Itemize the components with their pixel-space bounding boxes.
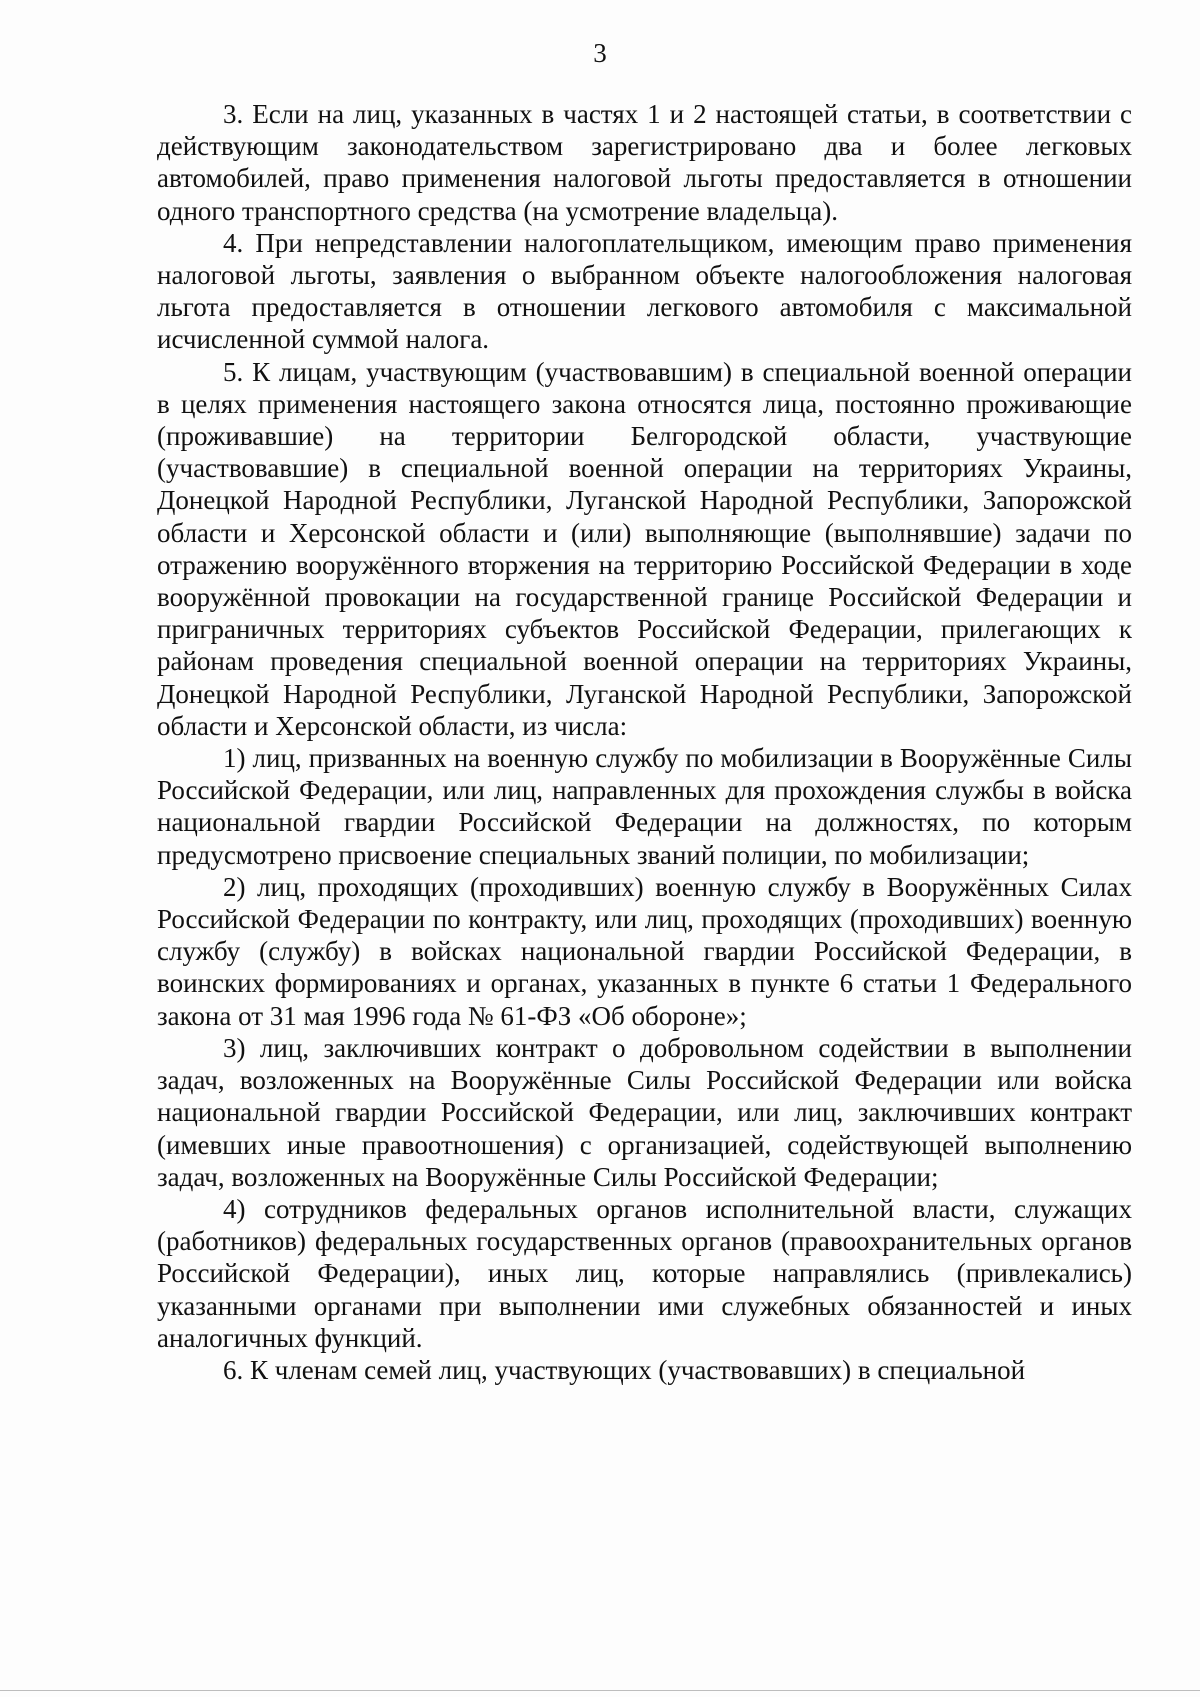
list-item-1: 1) лиц, призванных на военную службу по мобилизации в Вооружённые Силы Российской Федерации, или лиц, направленных для прохождения службы в войска национальной гвардии Российской Федерации на должностях, по которым предусмотрено присвоение специальных званий полиции, по мобилизации;	[157, 743, 1132, 870]
paragraph-5: 5. К лицам, участвующим (участвовавшим) в специальной военной операции в целях применения настоящего закона относятся лица, постоянно проживающие (проживавшие) на территории Белгородской области, участвующие (участвовавшие) в специальной военной операции на территориях Украины, Донецкой Народной Республики, Луганской Народной Республики, Запорожской области и Херсонской области и (или) выполняющие (выполнявшие) задачи по отражению вооружённого вторжения на территорию Российской Федерации в ходе вооружённой провокации на государственной границе Российской Федерации и приграничных территориях субъектов Российской Федерации, прилегающих к районам проведения специальной военной операции на территориях Украины, Донецкой Народной Республики, Луганской Народной Республики, Запорожской области и Херсонской области, из числа:	[157, 356, 1132, 741]
page-number: 3	[593, 38, 607, 68]
list-item-4: 4) сотрудников федеральных органов исполнительной власти, служащих (работников) федеральных государственных органов (правоохранительных органов Российской Федерации), иных лиц, которые направлялись (привлекались) указанными органами при выполнении ими служебных обязанностей и иных аналогичных функций.	[157, 1193, 1132, 1353]
paragraph-3: 3. Если на лиц, указанных в частях 1 и 2 настоящей статьи, в соответствии с действующим законодательством зарегистрировано два и более легковых автомобилей, право применения налоговой льготы предоставляется в отношении одного транспортного средства (на усмотрение владельца).	[157, 99, 1132, 226]
document-body	[157, 98, 1132, 1386]
paragraph-6: 6. К членам семей лиц, участвующих (участвовавших) в специальной	[223, 1354, 1026, 1385]
paragraph-4: 4. При непредставлении налогоплательщиком, имеющим право применения налоговой льготы, заявления о выбранном объекте налогообложения налоговая льгота предоставляется в отношении легкового автомобиля с максимальной исчисленной суммой налога.	[157, 227, 1132, 355]
list-item-2: 2) лиц, проходящих (проходивших) военную службу в Вооружённых Силах Российской Федерации по контракту, или лиц, проходящих (проходивших) военную службу (службу) в войсках национальной гвардии Российской Федерации, в воинских формированиях и органах, указанных в пункте 6 статьи 1 Федерального закона от 31 мая 1996 года № 61-ФЗ «Об обороне»;	[157, 871, 1132, 1031]
bottom-edge-line	[0, 1690, 1200, 1691]
list-item-3: 3) лиц, заключивших контракт о добровольном содействии в выполнении задач, возложенных на Вооружённые Силы Российской Федерации или войска национальной гвардии Российской Федерации, или лиц, заключивших контракт (имевших иные правоотношения) с организацией, содействующей выполнению задач, возложенных на Вооружённые Силы Российской Федерации;	[157, 1032, 1132, 1192]
